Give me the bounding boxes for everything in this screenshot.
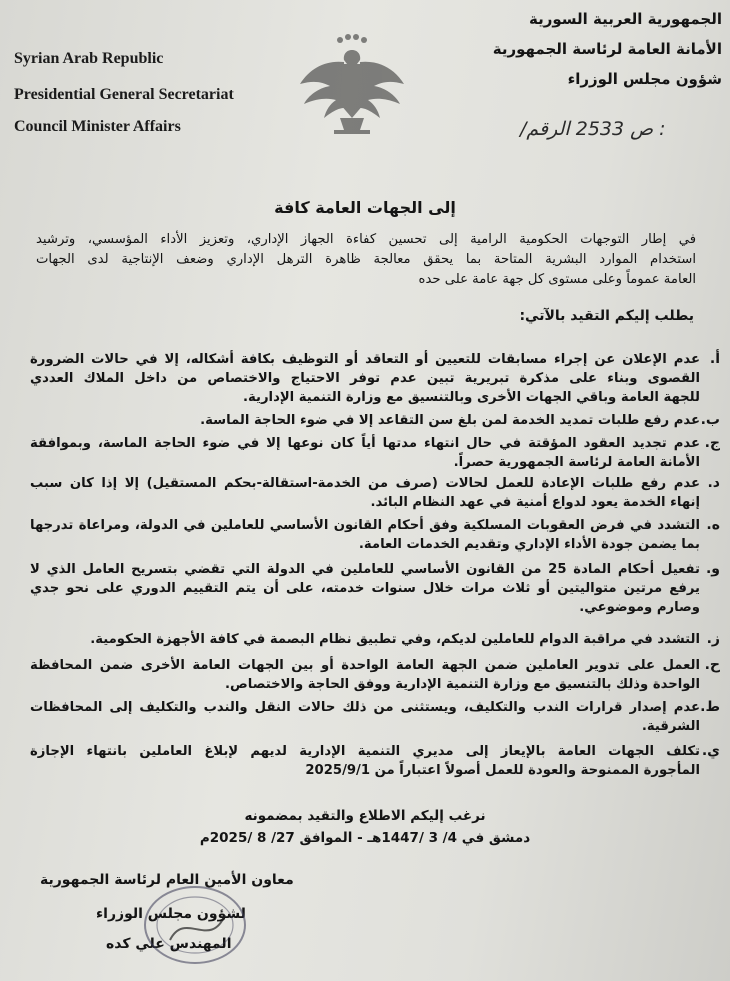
directive-line: عدم رفع طلبات تمديد الخدمة لمن بلغ سن التقاعد إلا في ضوء الحاجة الماسة.: [200, 413, 700, 428]
directive-line: عدم إصدار قرارات الندب والتكليف، ويستثنى من ذلك حالات النقل والندب والتكليف إلى المحافظات: [30, 700, 700, 715]
directive-line: بما يضمن جودة الأداء الإداري وتقديم الخدمات العامة.: [358, 537, 700, 552]
directive-letter: ج.: [704, 435, 720, 451]
ref-label: الرقم :: [526, 118, 666, 140]
directive-letter: أ.: [709, 351, 720, 367]
directive-item: [30, 350, 720, 407]
directive-line: تكلف الجهات العامة بالإيعاز إلى مديري التنمية الإدارية لديهم لإبلاغ العاملين بانتهاء الإجازة: [30, 744, 700, 759]
directive-item: [30, 656, 720, 694]
header-ar-line2: الأمانة العامة لرئاسة الجمهورية: [492, 40, 722, 58]
closing-line: نرغب إليكم الاطلاع والتقيد بمضمونه: [244, 808, 486, 824]
directive-letter: ي.: [701, 743, 720, 759]
document-title: إلى الجهات العامة كافة: [274, 198, 456, 217]
header-ar-line1: الجمهورية العربية السورية: [529, 10, 722, 28]
directive-item: [30, 516, 720, 554]
directive-letter: ح.: [704, 657, 720, 673]
directive-line: يرفع مرتين متواليتين أو ثلاث مرات خلال سنوات خدمته، على أن يتم التقييم الدوري على نحو جدي: [30, 581, 700, 596]
header-en-line1: Syrian Arab Republic: [14, 50, 164, 67]
directive-line: وصارم وموضوعي.: [579, 600, 700, 615]
directive-letter: ب.: [700, 412, 720, 428]
directive-line: المأجورة الممنوحة والعودة للعمل أصولاً اعتباراً من 2025/9/1: [305, 763, 700, 778]
directive-line: عدم الإعلان عن إجراء مسابقات للتعيين أو التعاقد أو التوظيف بكافة أشكاله، إلا في حالات الضرورة: [30, 352, 700, 367]
directive-item: [30, 698, 720, 736]
directive-item: [30, 474, 720, 512]
directive-line: عدم رفع طلبات الإعادة للعمل لحالات (صرف من الخدمة-استقالة-بحكم المستقيل) إلا إذا كان سبب: [30, 476, 700, 491]
signature-name: المهندس علي كده: [106, 936, 232, 952]
directive-line: الأمانة العامة لرئاسة الجمهورية حصراً.: [453, 455, 700, 470]
directive-line: للجهة العامة وباقي الجهات الأخرى وبالتنسيق مع وزارة التنمية الإدارية.: [243, 390, 700, 405]
date-line: دمشق في 4/ 3 /1447هـ - الموافق 27/ 8 /2025م: [199, 830, 531, 846]
eagle-emblem-icon: [296, 30, 408, 142]
directive-line: العمل على تدوير العاملين ضمن الجهة العامة الواحدة أو بين الجهات العامة الأخرى ضمن المحافظة: [30, 658, 700, 673]
signature-title: معاون الأمين العام لرئاسة الجمهورية: [40, 872, 294, 888]
directive-letter: ط.: [700, 699, 720, 715]
ref-number: 2533: [575, 118, 625, 140]
directive-line: القصوى وبناء على مذكرة تبريرية تبين عدم توفر الاحتياج والاختصاص من داخل الملاك العددي: [30, 371, 700, 386]
directive-line: عدم تجديد العقود المؤقتة في حال انتهاء مدتها أياً كان نوعها إلا في ضوء الحاجة الماسة، وبموافقة: [30, 436, 700, 451]
reference-number: [520, 118, 666, 140]
signature-subtitle: لشؤون مجلس الوزراء: [96, 906, 246, 922]
directive-line: التشدد في فرض العقوبات المسلكية وفق أحكام القانون الأساسي للعاملين في الدولة، ومراعاة تدرجها: [30, 518, 700, 533]
directive-letter: و.: [705, 561, 720, 577]
header-ar-line3: شؤون مجلس الوزراء: [567, 70, 722, 88]
directive-line: التشدد في مراقبة الدوام للعاملين لديكم، وفي تطبيق نظام البصمة في كافة الأجهزة الحكومية.: [90, 632, 700, 647]
directive-line: تفعيل أحكام المادة 25 من القانون الأساسي للعاملين في الدولة التي تقضي بتسريح العامل الذي لا: [30, 562, 700, 577]
header-en-line2: Presidential General Secretariat: [14, 86, 234, 103]
directive-item: [30, 411, 720, 430]
directive-item: [30, 434, 720, 472]
official-stamp-icon: [140, 880, 250, 970]
directive-letter: ز.: [706, 631, 720, 647]
request-line: يطلب إليكم التقيد بالآتي:: [519, 308, 694, 324]
intro-line-1: في إطار التوجهات الحكومية الرامية إلى تحسين كفاءة الجهاز الإداري، وتعزيز الأداء المؤسسي، وترشيد: [36, 232, 696, 247]
directive-item: [30, 560, 720, 617]
header-en-line3: Council Minister Affairs: [14, 118, 181, 135]
intro-line-2: استخدام الموارد البشرية المتاحة بما يحقق معالجة ظاهرة الترهل الإداري وضعف الإنتاجية لدى الجهات: [36, 252, 696, 267]
directive-line: إنهاء الخدمة يعود لدواع أمنية في عهد النظام البائد.: [370, 495, 700, 510]
intro-line-3: العامة عموماً وعلى مستوى كل جهة عامة على حده: [418, 272, 696, 287]
directive-line: الشرقية.: [641, 719, 700, 734]
directive-item: [30, 742, 720, 780]
directive-letter: د.: [707, 475, 720, 491]
directive-item: [30, 630, 720, 649]
directive-line: الواحدة وذلك بالتنسيق مع وزارة التنمية الإدارية ووفق الحاجة والاختصاص.: [225, 677, 700, 692]
ref-suffix: /ص: [520, 118, 654, 140]
directive-letter: ه.: [706, 517, 720, 533]
